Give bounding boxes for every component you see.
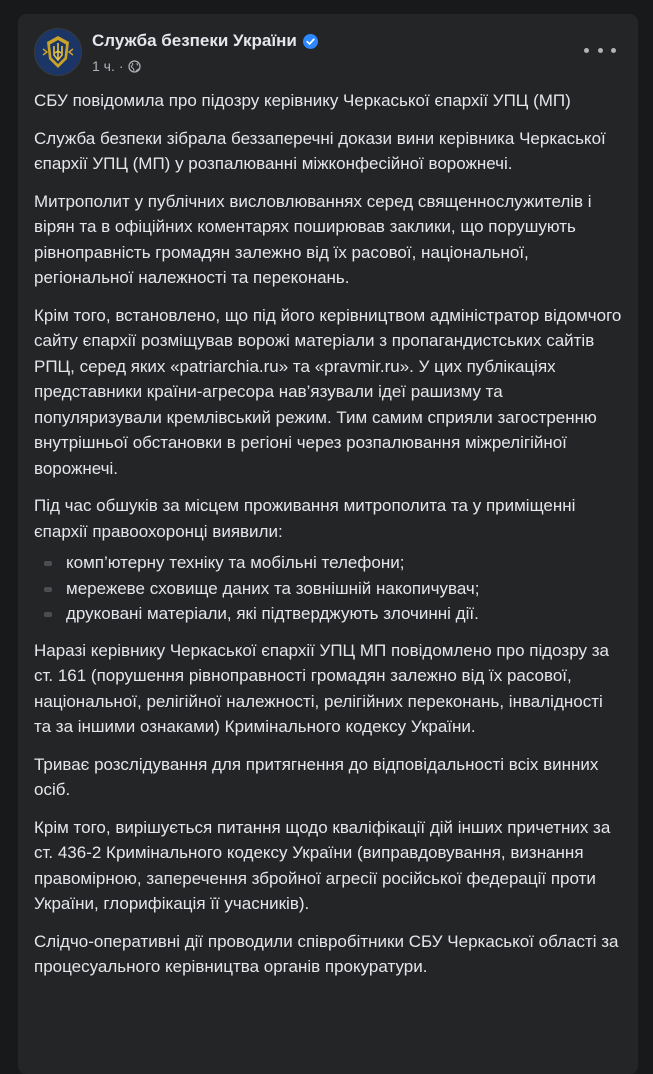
post-paragraph: Крім того, вирішується питання щодо кваліфікації дій інших причетних за ст. 436-2 Кримінального кодексу України (виправдовування, визнання правомірною, заперечення збройної агресії російської федерації проти України, глорифікація її учасників). — [34, 817, 611, 913]
author-block — [92, 30, 318, 75]
post-paragraph: Під час обшуків за місцем проживання митрополита та у приміщенні єпархії правоохоронці виявили: — [34, 496, 576, 541]
post-paragraph: Служба безпеки зібрала беззаперечні докази вини керівника Черкаської єпархії УПЦ (МП) у розпалюванні міжконфесійної ворожнечі. — [34, 128, 606, 173]
list-item — [34, 601, 624, 627]
post-paragraph: СБУ повідомила про підозру керівнику Черкаської єпархії УПЦ (МП) — [34, 91, 571, 110]
meta-separator: · — [118, 58, 124, 74]
author-row — [92, 30, 318, 52]
post-meta — [92, 57, 318, 75]
post-header — [34, 28, 622, 80]
list-item-text: комп’ютерну техніку та мобільні телефони; — [66, 553, 405, 572]
post-paragraph: Крім того, встановлено, що під його керівництвом адміністратор відомчого сайту єпархії розміщував ворожі матеріали з пропагандистських сайтів РПЦ, серед яких «patriarchia.ru» та «pravmir.ru». У цих публікаціях представники країни-агресора нав’язували ідеї рашизму та популяризували кремлівський режим. Тим самим сприяли загостренню внутрішньої обстановки в регіоні через розпалювання міжрелігійної ворожнечі. — [34, 305, 622, 478]
more-options-button[interactable] — [584, 40, 616, 60]
verified-badge-icon — [303, 34, 318, 49]
list-item — [34, 550, 624, 576]
bullet-icon — [44, 587, 52, 592]
page-avatar[interactable] — [34, 28, 82, 76]
post-paragraph: Слідчо-оперативні дії проводили співробітники СБУ Черкаської області за процесуального керівництва органів прокуратури. — [34, 931, 619, 976]
list-item — [34, 576, 624, 602]
more-dot-icon — [598, 48, 603, 53]
findings-list — [34, 550, 624, 627]
globe-icon[interactable] — [128, 60, 141, 73]
post-timestamp[interactable]: 1 ч. — [92, 58, 115, 74]
bullet-icon — [44, 612, 52, 617]
bullet-icon — [44, 561, 52, 566]
post-paragraph: Триває розслідування для притягнення до відповідальності всіх винних осіб. — [34, 754, 599, 799]
post-card — [18, 14, 638, 1074]
post-paragraph: Митрополит у публічних висловлюваннях серед священнослужителів і вірян та в офіційних коментарях поширював заклики, що порушують рівноправність громадян залежно від їх расової, національної, регіональної належності та переконань. — [34, 191, 592, 287]
sbu-emblem-icon — [35, 29, 81, 75]
more-dot-icon — [611, 48, 616, 53]
page-name-link[interactable]: Служба безпеки України — [92, 31, 297, 50]
post-content — [34, 88, 624, 992]
more-dot-icon — [584, 48, 589, 53]
list-item-text: мережеве сховище даних та зовнішній накопичувач; — [66, 578, 480, 598]
post-paragraph: Наразі керівнику Черкаської єпархії УПЦ МП повідомлено про підозру за ст. 161 (порушення рівноправності громадян залежно від їх расової, національної, релігійної належності, релігійних переконань, інвалідності та за іншими ознаками) Кримінального кодексу України. — [34, 640, 609, 736]
list-item-text: друковані матеріали, які підтверджують злочинні дії. — [66, 604, 479, 623]
